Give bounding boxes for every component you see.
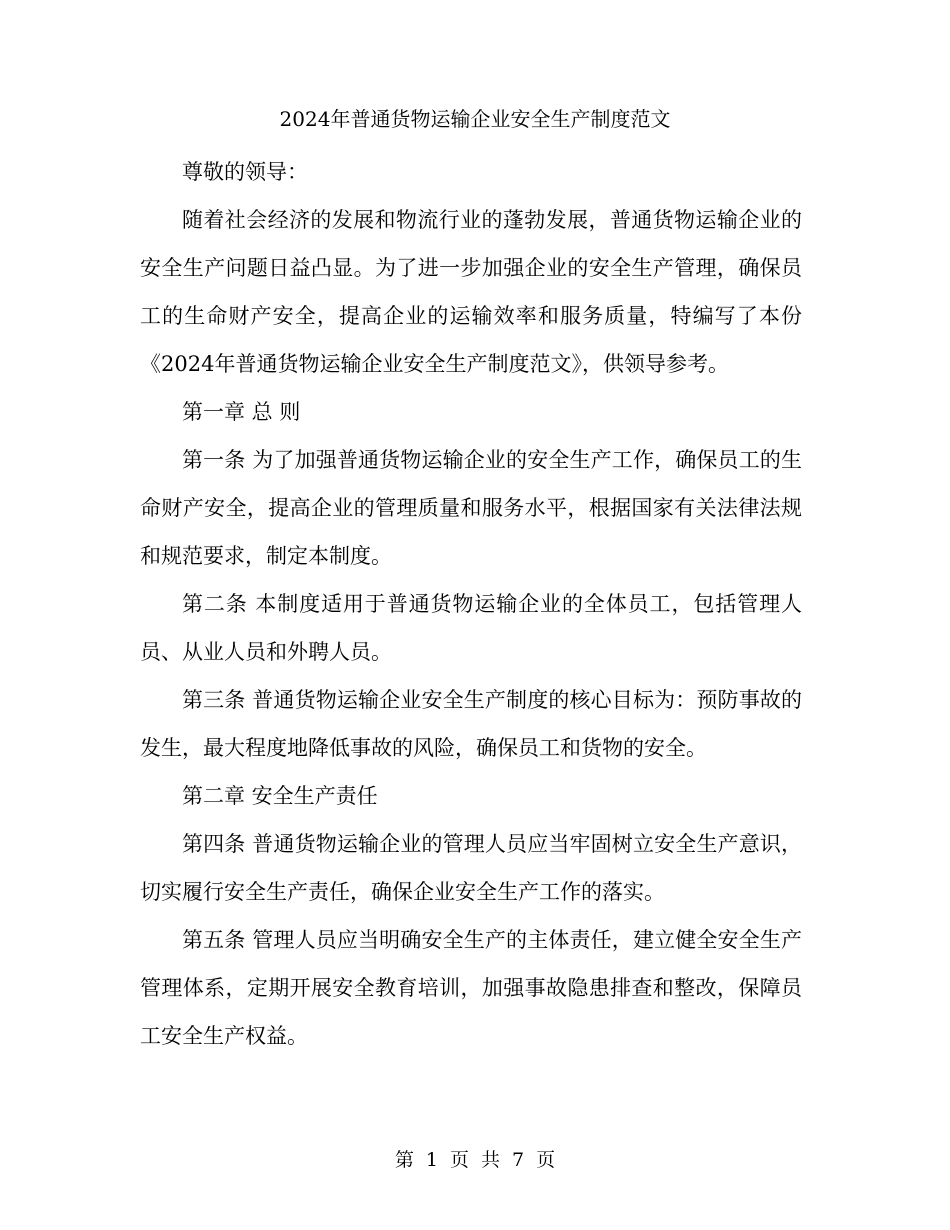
article-paragraph: 第二条 本制度适用于普通货物运输企业的全体员工，包括管理人员、从业人员和外聘人员。	[140, 592, 802, 664]
article-paragraph: 第五条 管理人员应当明确安全生产的主体责任，建立健全安全生产管理体系，定期开展安全教育培训，加强事故隐患排查和整改，保障员工安全生产权益。	[140, 928, 802, 1048]
document-title: 2024年普通货物运输企业安全生产制度范文	[279, 107, 671, 131]
intro-paragraph: 随着社会经济的发展和物流行业的蓬勃发展，普通货物运输企业的安全生产问题日益凸显。为了进一步加强企业的安全生产管理，确保员工的生命财产安全，提高企业的运输效率和服务质量，特编写了本份《2024年普通货物运输企业安全生产制度范文》，供领导参考。	[140, 208, 802, 376]
salutation: 尊敬的领导：	[182, 160, 308, 184]
article-paragraph: 第四条 普通货物运输企业的管理人员应当牢固树立安全生产意识，切实履行安全生产责任，确保企业安全生产工作的落实。	[140, 832, 802, 904]
document-body	[140, 148, 802, 1060]
article-paragraph: 第三条 普通货物运输企业安全生产制度的核心目标为：预防事故的发生，最大程度地降低事故的风险，确保员工和货物的安全。	[140, 688, 802, 760]
chapter-heading: 第二章 安全生产责任	[182, 784, 378, 808]
chapter-heading: 第一章 总 则	[182, 400, 301, 424]
page-number-footer: 第 1 页 共 7 页	[394, 1149, 556, 1171]
article-paragraph: 第一条 为了加强普通货物运输企业的安全生产工作，确保员工的生命财产安全，提高企业的管理质量和服务水平，根据国家有关法律法规和规范要求，制定本制度。	[140, 448, 802, 568]
